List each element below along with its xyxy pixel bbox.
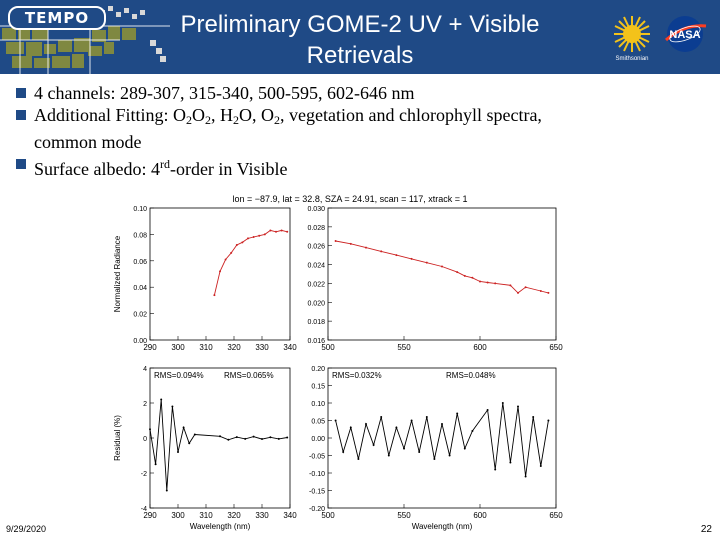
fitting-text-line2: common mode (34, 132, 142, 152)
data-point (213, 294, 215, 296)
y-tick-label: 0.020 (307, 300, 325, 308)
data-point (278, 438, 280, 440)
data-point (380, 250, 382, 252)
y-tick-label: 0.02 (133, 311, 147, 319)
y-tick-label: -0.15 (309, 488, 325, 496)
data-point (286, 436, 288, 438)
tempo-logo: TEMPO (8, 6, 106, 30)
data-point (411, 420, 413, 422)
data-point (532, 416, 534, 418)
slide-title-line2: Retrievals (306, 42, 414, 69)
data-point (547, 420, 549, 422)
smithsonian-sun-icon (612, 14, 652, 54)
data-point (464, 448, 466, 450)
series-line (150, 400, 287, 491)
data-point (525, 476, 527, 478)
data-point (335, 420, 337, 422)
data-point (166, 490, 168, 492)
x-tick-label: 330 (255, 343, 269, 352)
data-point (373, 444, 375, 446)
rms-annotation: RMS=0.032% (332, 371, 382, 380)
data-point (219, 270, 221, 272)
x-tick-label: 550 (397, 511, 411, 520)
x-tick-label: 330 (255, 511, 269, 520)
y-tick-label: 0.024 (307, 262, 325, 270)
y-tick-label: -0.10 (309, 471, 325, 478)
data-point (380, 416, 382, 418)
data-point (517, 406, 519, 408)
data-point (269, 436, 271, 438)
data-point (426, 262, 428, 264)
data-point (275, 231, 277, 233)
data-point (365, 423, 367, 425)
data-point (441, 423, 443, 425)
y-tick-label: 0.00 (133, 338, 147, 345)
y-tick-label: 0.05 (311, 418, 325, 426)
bullet-text-channels: 4 channels: 289-307, 315-340, 500-595, 602-646 nm (34, 83, 415, 103)
x-axis-label: Wavelength (nm) (189, 522, 251, 531)
data-point (464, 275, 466, 277)
data-point (494, 282, 496, 284)
data-point (517, 292, 519, 294)
y-tick-label: 2 (143, 401, 147, 408)
data-point (388, 455, 390, 457)
data-point (350, 243, 352, 245)
fitting-text: Additional Fitting: $O_2O_2$, $H_2O$, $O_2$, vegetation and chlorophyll spectra, (34, 105, 542, 127)
nasa-meatball-icon (662, 14, 708, 54)
rms-annotation: RMS=0.048% (446, 371, 496, 380)
y-axis-label: Normalized Radiance (113, 235, 122, 313)
data-point (247, 237, 249, 239)
data-point (236, 244, 238, 246)
x-tick-label: 340 (283, 343, 297, 352)
data-point (456, 413, 458, 415)
data-point (479, 281, 481, 283)
y-axis-label: Residual (%) (113, 415, 122, 461)
data-point (183, 427, 185, 429)
y-tick-label: -0.20 (309, 506, 325, 513)
nasa-wordmark: NASA (669, 29, 701, 41)
y-tick-label: -2 (140, 471, 147, 478)
data-point (395, 254, 397, 256)
data-point (253, 236, 255, 238)
y-tick-label: 0.028 (307, 224, 325, 232)
data-point (494, 469, 496, 471)
data-point (177, 451, 179, 453)
y-tick-label: 4 (143, 366, 147, 373)
series-line (214, 230, 287, 295)
y-tick-label: 0.15 (311, 383, 325, 391)
y-tick-label: 0.00 (311, 436, 325, 443)
x-tick-label: 300 (171, 511, 185, 520)
data-point (426, 416, 428, 418)
chart-title: lon = −87.9, lat = 32.8, SZA = 24.91, scan = 117, xtrack = 1 (232, 194, 468, 204)
data-point (547, 292, 549, 294)
data-point (225, 258, 227, 260)
footer-page-number: 22 (700, 524, 712, 535)
x-tick-label: 340 (283, 511, 297, 520)
x-tick-label: 550 (397, 343, 411, 352)
data-point (160, 399, 162, 401)
slide-title (160, 9, 560, 71)
y-tick-label: -0.05 (309, 453, 325, 461)
data-point (219, 435, 221, 437)
y-tick-label: 0.10 (133, 206, 147, 213)
y-tick-label: 0.022 (307, 281, 325, 289)
data-point (502, 402, 504, 404)
rms-annotation: RMS=0.094% (154, 371, 204, 380)
data-point (188, 442, 190, 444)
data-point (449, 455, 451, 457)
bullet-item-albedo (14, 153, 714, 180)
plot-frame (150, 208, 290, 340)
data-point (171, 406, 173, 408)
x-tick-label: 320 (227, 511, 241, 520)
slide-header (0, 0, 720, 74)
square-bullet-icon (16, 159, 26, 169)
bullet-item-fitting (14, 104, 714, 153)
data-point (253, 436, 255, 438)
rms-annotation: RMS=0.065% (224, 371, 274, 380)
smithsonian-caption: Smithsonian (615, 56, 649, 62)
x-tick-label: 500 (321, 343, 335, 352)
y-tick-label: 0.026 (307, 243, 325, 251)
data-point (509, 462, 511, 464)
data-point (418, 451, 420, 453)
data-point (264, 233, 266, 235)
data-point (236, 436, 238, 438)
data-point (286, 231, 288, 233)
data-point (155, 463, 157, 465)
bullet-item-channels (14, 82, 714, 104)
data-point (194, 434, 196, 436)
x-tick-label: 290 (143, 343, 157, 352)
y-tick-label: 0 (143, 436, 147, 443)
x-tick-label: 310 (199, 511, 213, 520)
data-point (281, 229, 283, 231)
data-point (487, 409, 489, 411)
slide-title-line1: Preliminary GOME-2 UV + Visible (180, 11, 540, 38)
data-point (487, 281, 489, 283)
data-point (509, 284, 511, 286)
x-axis-label: Wavelength (nm) (411, 522, 473, 531)
y-tick-label: 0.04 (133, 285, 147, 293)
data-point (433, 458, 435, 460)
y-tick-label: 0.018 (307, 319, 325, 327)
data-point (244, 438, 246, 440)
data-point (350, 427, 352, 429)
y-tick-label: 0.08 (133, 232, 147, 240)
data-point (269, 229, 271, 231)
data-point (365, 247, 367, 249)
data-point (342, 451, 344, 453)
square-bullet-icon (16, 110, 26, 120)
y-tick-label: 0.06 (133, 258, 147, 266)
x-tick-label: 600 (473, 511, 487, 520)
y-tick-label: 0.10 (311, 401, 325, 408)
data-point (357, 458, 359, 460)
x-tick-label: 500 (321, 511, 335, 520)
data-point (471, 430, 473, 432)
x-tick-label: 650 (549, 343, 563, 352)
data-point (540, 465, 542, 467)
data-point (258, 235, 260, 237)
bullet-list (14, 82, 714, 180)
y-tick-label: 0.030 (307, 206, 325, 213)
data-point (411, 258, 413, 260)
data-point (261, 438, 263, 440)
x-tick-label: 320 (227, 343, 241, 352)
data-point (471, 277, 473, 279)
data-point (525, 286, 527, 288)
albedo-text: Surface albedo: 4rd-order in Visible (34, 157, 288, 179)
y-tick-label: 0.20 (311, 366, 325, 373)
footer-date: 9/29/2020 (6, 524, 47, 534)
data-point (149, 428, 151, 430)
x-tick-label: 650 (549, 511, 563, 520)
data-point (241, 241, 243, 243)
data-point (230, 252, 232, 254)
square-bullet-icon (16, 88, 26, 98)
y-tick-label: -4 (140, 506, 147, 513)
x-tick-label: 290 (143, 511, 157, 520)
data-point (403, 448, 405, 450)
data-point (335, 240, 337, 242)
x-tick-label: 310 (199, 343, 213, 352)
x-tick-label: 600 (473, 343, 487, 352)
data-point (441, 265, 443, 267)
series-line (336, 403, 549, 477)
plot-frame (328, 208, 556, 340)
y-tick-label: 0.016 (307, 338, 325, 345)
x-tick-label: 300 (171, 343, 185, 352)
data-point (540, 290, 542, 292)
gome2-fit-figure (100, 188, 580, 532)
data-point (456, 271, 458, 273)
data-point (395, 427, 397, 429)
data-point (227, 439, 229, 441)
